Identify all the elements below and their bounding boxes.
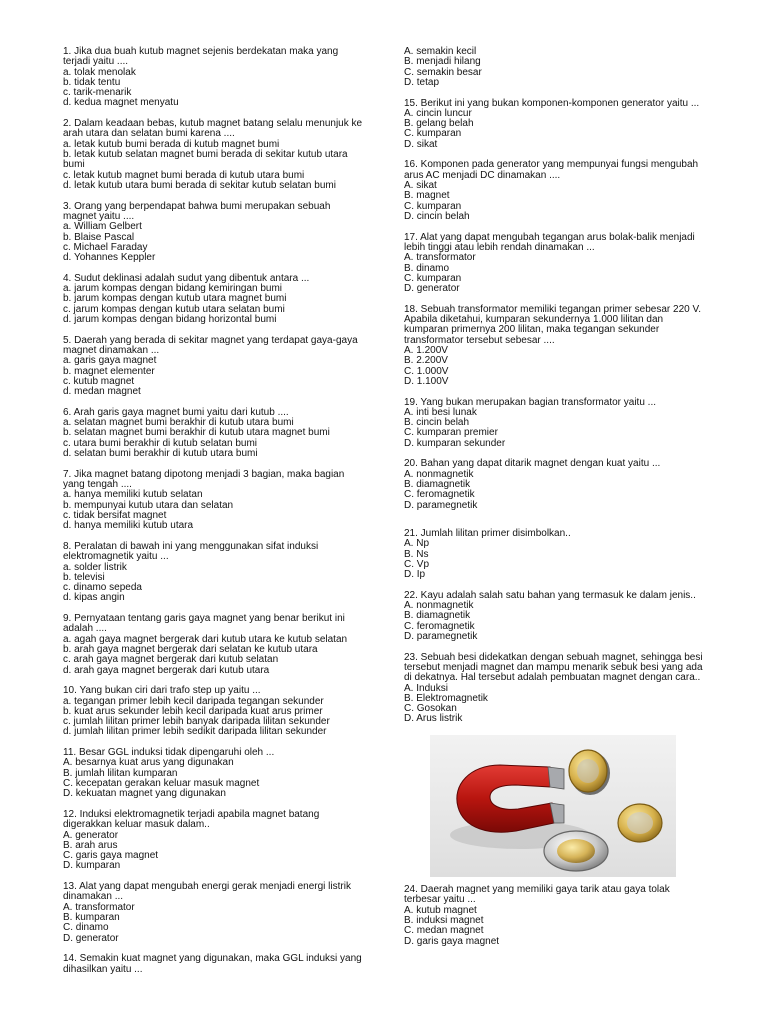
option-a: A. Induksi <box>404 682 448 694</box>
question-stem: 8. Peralatan di bawah ini yang menggunakan sifat induksi elektromagnetik yaitu ... <box>63 540 319 563</box>
option-c: C. feromagnetik <box>404 620 475 632</box>
option-d: D. garis gaya magnet <box>404 935 500 947</box>
option-c: c. tarik-menarik <box>63 87 132 99</box>
option-d: D. tetap <box>404 76 440 88</box>
option-b: b. televisi <box>63 571 105 583</box>
option-d: D. sikat <box>404 138 438 150</box>
question-stem: 11. Besar GGL induksi tidak dipengaruhi oleh ... <box>63 747 275 759</box>
option-c: C. semakin besar <box>404 66 482 78</box>
left-column <box>63 47 363 985</box>
option-d: d. hanya memiliki kutub utara <box>63 520 194 532</box>
option-d: D. Arus listrik <box>404 713 463 725</box>
question-1 <box>63 47 363 109</box>
option-a: A. besarnya kuat arus yang digunakan <box>63 757 234 769</box>
option-c: c. dinamo sepeda <box>63 582 142 594</box>
option-b: b. jarum kompas dengan kutub utara magnet bumi <box>63 293 287 305</box>
question-stem: 10. Yang bukan ciri dari trafo step up yaitu ... <box>63 685 261 697</box>
question-14 <box>63 954 363 975</box>
option-c: c. letak kutub magnet bumi berada di kutub utara bumi <box>63 169 305 181</box>
question-17 <box>404 233 704 295</box>
option-c: C. Vp <box>404 558 430 570</box>
question-stem: 3. Orang yang berpendapat bahwa bumi merupakan sebuah magnet yaitu .... <box>63 200 331 222</box>
question-5 <box>63 336 363 398</box>
option-d: d. letak kutub utara bumi berada di sekitar kutub selatan bumi <box>63 179 336 191</box>
option-b: b. mempunyai kutub utara dan selatan <box>63 499 234 511</box>
option-c: C. kumparan premier <box>404 427 498 439</box>
option-b: B. induksi magnet <box>404 915 484 927</box>
option-c: C. dinamo <box>63 922 109 934</box>
option-c: C. garis gaya magnet <box>63 850 159 862</box>
question-11 <box>63 748 363 799</box>
question-stem: 4. Sudut deklinasi adalah sudut yang dibentuk antara ... <box>63 272 310 284</box>
question-13 <box>63 882 363 944</box>
question-24 <box>404 885 704 947</box>
option-b: b. selatan magnet bumi berakhir di kutub utara magnet bumi <box>63 427 330 439</box>
question-stem: 24. Daerah magnet yang memiliki gaya tarik atau gaya tolak terbesar yaitu ... <box>404 884 670 906</box>
option-a: a. hanya memiliki kutub selatan <box>63 489 203 501</box>
option-b: B. arah arus <box>63 839 118 851</box>
option-d: d. selatan bumi berakhir di kutub utara bumi <box>63 448 258 460</box>
option-a: A. transformator <box>404 252 476 264</box>
option-c: c. jarum kompas dengan kutub utara selatan bumi <box>63 303 285 315</box>
question-8 <box>63 542 363 604</box>
question-2 <box>63 119 363 191</box>
question-stem: 17. Alat yang dapat mengubah tegangan arus bolak-balik menjadi lebih tinggi atau lebih rendah dinamakan ... <box>404 231 695 253</box>
option-b: B. 2.200V <box>404 355 448 367</box>
option-c: c. utara bumi berakhir di kutub selatan bumi <box>63 437 257 449</box>
option-d: d. jarum kompas dengan bidang horizontal bumi <box>63 314 277 325</box>
option-c: c. Michael Faraday <box>63 241 148 253</box>
option-a: A. 1.200V <box>404 344 448 356</box>
option-c: C. kecepatan gerakan keluar masuk magnet <box>63 778 260 790</box>
option-c: C. kumparan <box>404 200 462 212</box>
question-18 <box>404 305 704 387</box>
option-d: D. cincin belah <box>404 210 470 222</box>
option-d: D. kumparan sekunder <box>404 437 506 449</box>
option-a: a. William Gelbert <box>63 221 142 233</box>
option-d: D. kekuatan magnet yang digunakan <box>63 788 226 800</box>
option-d: d. jumlah lilitan primer lebih sedikit daripada lilitan sekunder <box>63 726 327 738</box>
question-stem: 22. Kayu adalah salah satu bahan yang termasuk ke dalam jenis.. <box>404 589 696 601</box>
question-12 <box>63 810 363 872</box>
option-a: A. nonmagnetik <box>404 468 474 480</box>
option-d: d. Yohannes Keppler <box>63 252 156 264</box>
option-c: c. kutub magnet <box>63 375 135 387</box>
option-d: D. Ip <box>404 569 426 581</box>
option-d: d. arah gaya magnet bergerak dari kutub utara <box>63 664 270 676</box>
option-d: D. generator <box>404 283 460 295</box>
option-b: b. magnet elementer <box>63 365 155 377</box>
option-b: B. kumparan <box>63 912 120 924</box>
option-a: a. tolak menolak <box>63 66 136 78</box>
option-b: b. tidak tentu <box>63 76 121 88</box>
option-b: B. jumlah lilitan kumparan <box>63 767 178 779</box>
option-a: A. cincin luncur <box>404 107 472 119</box>
question-6 <box>63 408 363 459</box>
question-stem: 23. Sebuah besi didekatkan dengan sebuah magnet, sehingga besi tersebut menjadi magnet dan mampu menarik sebuk besi yang ada di dekatnya. Hal tersebut adalah pembuatan magnet dengan cara.. <box>404 651 703 684</box>
option-c: c. tidak bersifat magnet <box>63 509 167 521</box>
option-a: A. kutub magnet <box>404 904 477 916</box>
option-b: b. arah gaya magnet bergerak dari selatan ke kutub utara <box>63 643 318 655</box>
option-a: a. agah gaya magnet bergerak dari kutub utara ke kutub selatan <box>63 633 348 645</box>
question-stem: 1. Jika dua buah kutub magnet sejenis berdekatan maka yang terjadi yaitu .... <box>63 46 339 68</box>
option-c: C. kumparan <box>404 128 462 140</box>
option-b: B. diamagnetik <box>404 479 471 491</box>
option-a: a. jarum kompas dengan bidang kemiringan bumi <box>63 283 283 295</box>
question-stem: 2. Dalam keadaan bebas, kutub magnet batang selalu menunjuk ke arah utara dan selatan bumi karena .... <box>63 118 363 140</box>
option-b: B. magnet <box>404 190 450 202</box>
question-19 <box>404 398 704 449</box>
option-b: B. Ns <box>404 548 429 560</box>
question-stem: 9. Pernyataan tentang garis gaya magnet yang benar berikut ini adalah .... <box>63 613 345 635</box>
question-14-options <box>404 47 704 88</box>
question-stem: 19. Yang bukan merupakan bagian transformator yaitu ... <box>404 396 657 408</box>
option-a: a. solder listrik <box>63 561 127 573</box>
option-a: A. transformator <box>63 901 135 913</box>
question-stem: 16. Komponen pada generator yang mempunyai fungsi mengubah arus AC menjadi DC dinamakan .... <box>404 159 699 181</box>
question-16 <box>404 160 704 222</box>
question-15 <box>404 99 704 150</box>
option-b: b. letak kutub selatan magnet bumi berada di sekitar kutub utara bumi <box>63 149 348 171</box>
question-9 <box>63 614 363 676</box>
option-a: A. semakin kecil <box>404 46 477 57</box>
question-stem: 12. Induksi elektromagnetik terjadi apabila magnet batang digerakkan keluar masuk dalam.. <box>63 809 320 831</box>
option-d: D. kumparan <box>63 860 121 872</box>
option-d: D. paramegnetik <box>404 630 478 642</box>
option-c: C. kumparan <box>404 272 462 284</box>
option-a: A. generator <box>63 829 119 841</box>
option-a: A. inti besi lunak <box>404 406 477 418</box>
magnet-coins-image <box>430 735 676 877</box>
question-stem: 7. Jika magnet batang dipotong menjadi 3 bagian, maka bagian yang tengah .... <box>63 468 345 491</box>
question-stem: 18. Sebuah transformator memiliki tegangan primer sebesar 220 V. Apabila diketahui, kumparan sekundernya 1.000 lilitan dan kumparan primernya 200 lilitan, maka tegangan sekunder transformator tersebut sebesar .... <box>404 303 702 346</box>
option-a: a. letak kutub bumi berada di kutub magnet bumi <box>63 138 280 150</box>
option-d: d. kipas angin <box>63 592 125 604</box>
option-b: b. kuat arus sekunder lebih kecil daripada kuat arus primer <box>63 705 323 717</box>
option-d: d. medan magnet <box>63 386 141 398</box>
option-c: C. 1.000V <box>404 365 449 377</box>
option-d: D. 1.100V <box>404 375 449 387</box>
option-c: c. jumlah lilitan primer lebih banyak daripada lilitan sekunder <box>63 716 330 728</box>
option-b: B. menjadi hilang <box>404 56 481 68</box>
option-d: D. paramegnetik <box>404 499 478 511</box>
option-b: B. gelang belah <box>404 118 474 130</box>
option-b: B. diamagnetik <box>404 610 471 622</box>
question-stem: 20. Bahan yang dapat ditarik magnet dengan kuat yaitu ... <box>404 458 661 470</box>
question-20 <box>404 459 704 510</box>
question-22 <box>404 591 704 642</box>
option-a: A. Np <box>404 538 430 550</box>
option-a: a. garis gaya magnet <box>63 355 157 367</box>
right-column <box>404 47 704 957</box>
option-a: A. nonmagnetik <box>404 600 474 612</box>
question-stem: 14. Semakin kuat magnet yang digunakan, maka GGL induksi yang dihasilkan yaitu ... <box>63 953 362 975</box>
question-3 <box>63 202 363 264</box>
question-23 <box>404 653 704 725</box>
question-stem: 15. Berikut ini yang bukan komponen-komponen generator yaitu ... <box>404 97 700 109</box>
option-b: B. cincin belah <box>404 417 470 429</box>
option-c: C. medan magnet <box>404 925 484 937</box>
question-21 <box>404 529 704 580</box>
option-d: d. keduа magnet menyatu <box>63 97 179 109</box>
option-a: a. tegangan primer lebih kecil daripada tegangan sekunder <box>63 695 324 707</box>
option-b: b. Blaise Pascal <box>63 231 135 243</box>
option-b: B. Elektromagnetik <box>404 692 488 704</box>
option-c: C. feromagnetik <box>404 489 475 501</box>
question-4 <box>63 274 363 325</box>
option-c: C. Gosokan <box>404 703 457 715</box>
question-stem: 13. Alat yang dapat mengubah energi gerak menjadi energi listrik dinamakan ... <box>63 881 351 903</box>
question-7 <box>63 470 363 532</box>
option-a: a. selatan magnet bumi berakhir di kutub utara bumi <box>63 417 294 429</box>
option-a: A. sikat <box>404 180 437 192</box>
option-c: c. arah gaya magnet bergerak dari kutub selatan <box>63 654 279 666</box>
question-stem: 5. Daerah yang berada di sekitar magnet yang terdapat gaya-gaya magnet dinamakan ... <box>63 334 358 356</box>
question-10 <box>63 686 363 737</box>
question-stem: 6. Arah garis gaya magnet bumi yaitu dari kutub .... <box>63 406 289 418</box>
option-d: D. generator <box>63 932 119 944</box>
option-b: B. dinamo <box>404 262 450 274</box>
question-stem: 21. Jumlah lilitan primer disimbolkan.. <box>404 527 571 539</box>
